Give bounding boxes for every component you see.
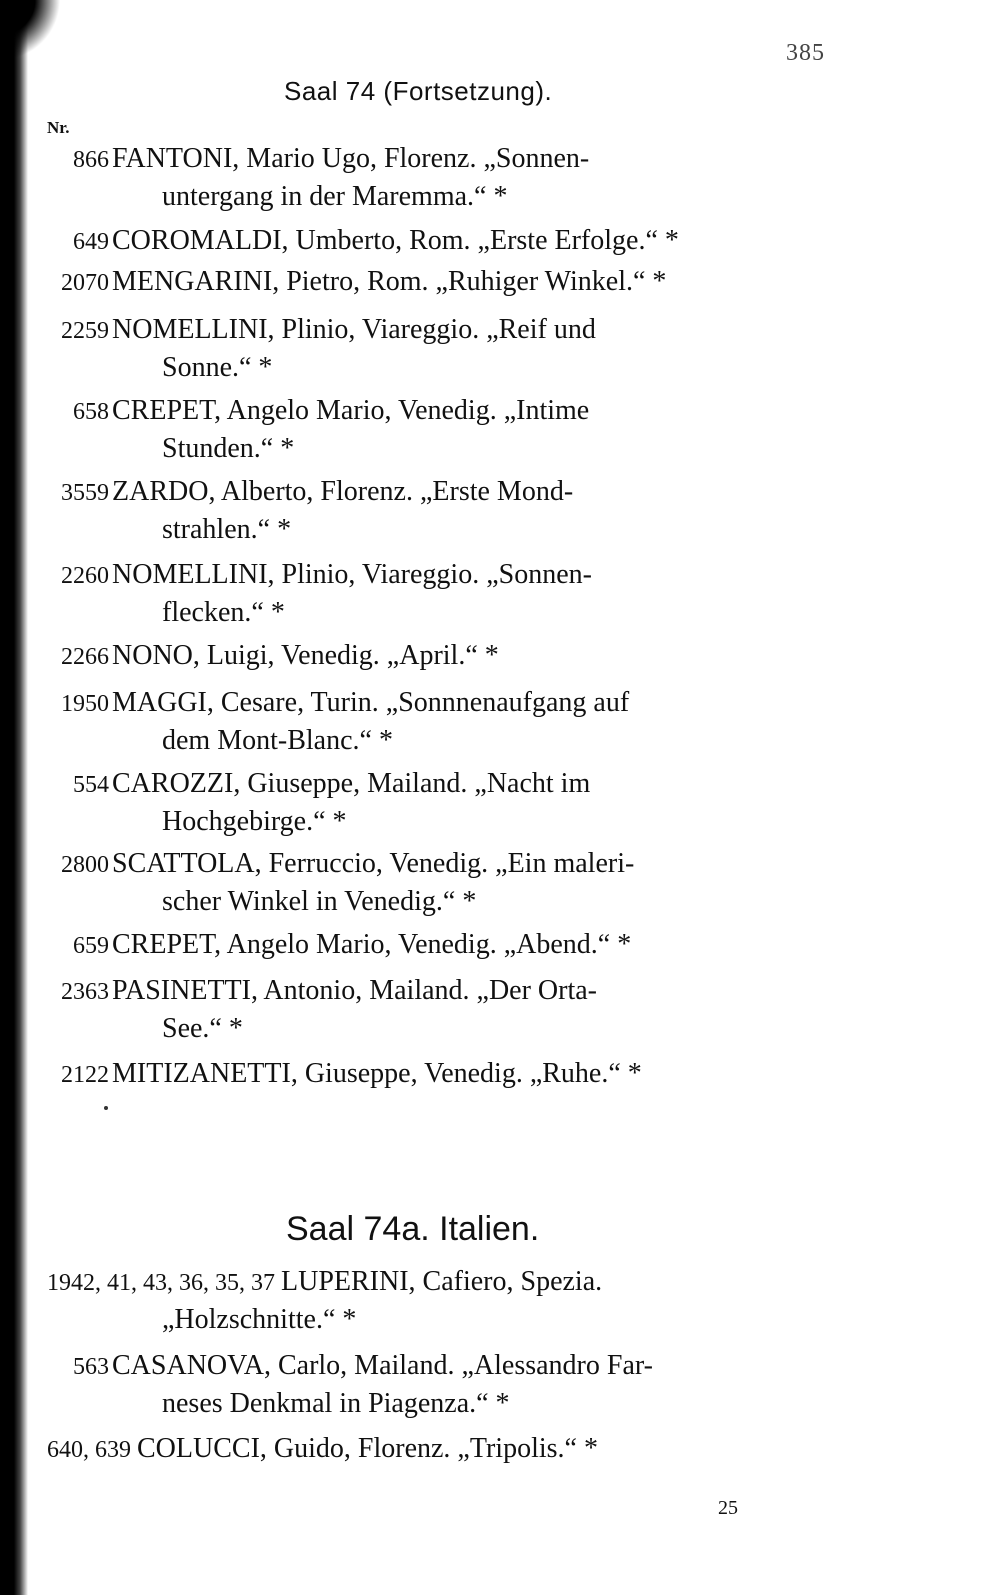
entry-number: 2070 [61,270,109,296]
entry-number: 640, 639 [47,1437,131,1463]
entry-line2: Sonne.“ * [162,352,273,383]
entry-number: 1950 [61,691,109,717]
entry-line1: COLUCCI, Guido, Florenz. „Tripolis.“ * [137,1433,598,1464]
entry-line2: See.“ * [162,1013,243,1044]
entry-line1: NOMELLINI, Plinio, Viareggio. „Sonnen- [112,559,592,590]
catalog-entry [47,1263,837,1339]
entry-number: 563 [73,1354,109,1380]
entry-number: 3559 [61,480,109,506]
catalog-entry [47,972,837,1048]
entry-line1: CAROZZI, Giuseppe, Mailand. „Nacht im [112,768,591,799]
entry-number: 866 [73,147,109,173]
entry-number: 2266 [61,644,109,670]
catalog-entry [47,556,837,632]
entry-line2: dem Mont-Blanc.“ * [162,725,393,756]
entry-line1: MENGARINI, Pietro, Rom. „Ruhiger Winkel.“ * [112,266,667,297]
catalog-entry [47,845,837,921]
nr-label: Nr. [47,118,70,137]
section-title: Saal 74a. Italien. [286,1210,540,1248]
page-number: 385 [786,40,825,66]
entry-line1: CREPET, Angelo Mario, Venedig. „Intime [112,395,590,426]
entry-line2: strahlen.“ * [162,514,292,545]
catalog-entry [47,473,837,549]
entry-line2: flecken.“ * [162,597,285,628]
catalog-entry [47,926,837,964]
entry-number: 1942, 41, 43, 36, 35, 37 [47,1270,275,1296]
entry-line2: „Holzschnitte.“ * [162,1304,357,1335]
entry-number: 2260 [61,563,109,589]
entry-line1: SCATTOLA, Ferruccio, Venedig. „Ein maleri- [112,848,635,879]
entry-line2: scher Winkel in Venedig.“ * [162,886,477,917]
catalog-entry [47,1347,837,1423]
entry-line1: MITIZANETTI, Giuseppe, Venedig. „Ruhe.“ * [112,1058,642,1089]
catalog-entry [47,765,837,841]
entry-number: 2800 [61,852,109,878]
entry-line1: CASANOVA, Carlo, Mailand. „Alessandro Far- [112,1350,653,1381]
entry-line1: NONO, Luigi, Venedig. „April.“ * [112,640,499,671]
entry-line1: FANTONI, Mario Ugo, Florenz. „Sonnen- [112,143,590,174]
catalog-entry [47,684,837,760]
entry-number: 649 [73,229,109,255]
page-corner-shadow [0,0,70,70]
entry-line1: LUPERINI, Cafiero, Spezia. [281,1266,603,1297]
catalog-entry [47,637,837,675]
entry-line1: ZARDO, Alberto, Florenz. „Erste Mond- [112,476,574,507]
entry-number: 2122 [61,1062,109,1088]
entry-number: 2363 [61,979,109,1005]
catalog-entry [47,263,837,301]
catalog-entry [47,311,837,387]
catalog-entry [47,1430,837,1468]
entry-line2: Hochgebirge.“ * [162,806,347,837]
entry-line1: CREPET, Angelo Mario, Venedig. „Abend.“ * [112,929,632,960]
entry-line2: untergang in der Maremma.“ * [162,181,508,212]
catalog-entry [47,1055,837,1093]
stray-dot [104,1106,108,1110]
entry-number: 658 [73,399,109,425]
entry-line1: COROMALDI, Umberto, Rom. „Erste Erfolge.“ * [112,225,679,256]
running-head: Saal 74 (Fortsetzung). [284,76,553,106]
entry-line2: Stunden.“ * [162,433,295,464]
entry-line1: MAGGI, Cesare, Turin. „Sonnnenaufgang auf [112,687,630,718]
entry-number: 659 [73,933,109,959]
folio-signature: 25 [718,1497,738,1519]
catalog-entry [47,392,837,468]
catalog-entry [47,222,837,260]
catalog-entry [47,140,837,216]
entry-number: 2259 [61,318,109,344]
page-edge-shadow [0,0,28,1595]
entry-line1: NOMELLINI, Plinio, Viareggio. „Reif und [112,314,596,345]
entry-number: 554 [73,772,109,798]
entry-line1: PASINETTI, Antonio, Mailand. „Der Orta- [112,975,597,1006]
entry-line2: neses Denkmal in Piagenza.“ * [162,1388,510,1419]
